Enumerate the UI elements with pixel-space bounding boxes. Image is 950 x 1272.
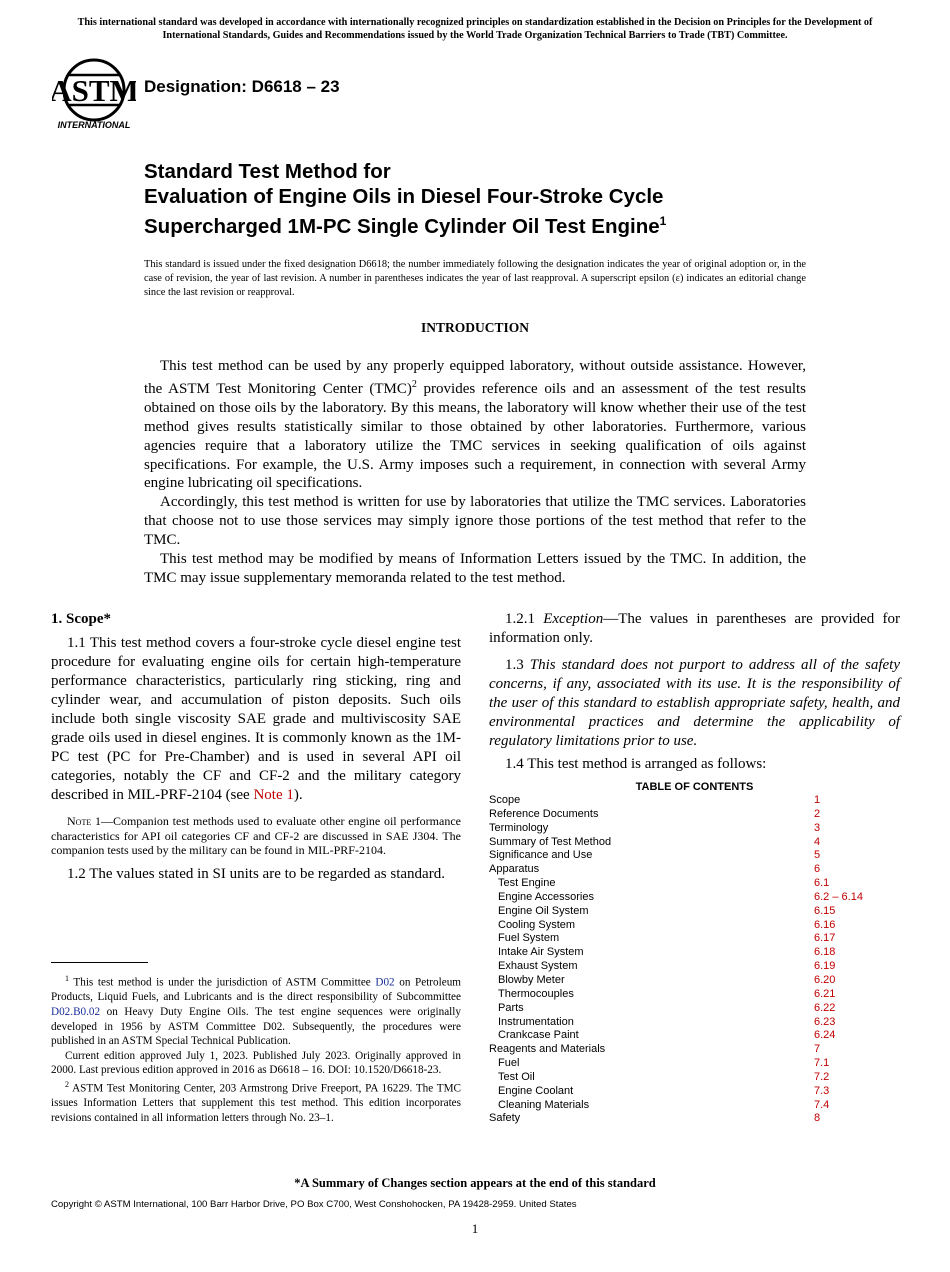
title-line-1: Standard Test Method for xyxy=(144,160,391,183)
toc-entry-label: Test Engine xyxy=(498,877,556,890)
introduction-body xyxy=(144,357,806,588)
intro-paragraph: Accordingly, this test method is written for use by laboratories that utilize the TMC services. Laboratories that choose not to use those services may simply ignore those portions of the test method that refer to the TMC. xyxy=(144,494,806,549)
toc-entry-label: Thermocouples xyxy=(498,987,574,1000)
toc-entry-label: Engine Coolant xyxy=(498,1084,574,1097)
table-of-contents xyxy=(489,794,900,1126)
toc-section-link[interactable]: 6.23 xyxy=(814,1015,836,1028)
committee-link[interactable]: D02 xyxy=(375,976,395,989)
toc-section-link[interactable]: 7.1 xyxy=(814,1057,830,1070)
toc-row xyxy=(489,1099,900,1113)
subcommittee-link[interactable]: D02.B0.02 xyxy=(51,1005,101,1018)
toc-section-link[interactable]: 6.21 xyxy=(814,987,836,1000)
toc-entry-label: Significance and Use xyxy=(489,849,593,862)
note-1-link[interactable]: Note 1 xyxy=(253,787,294,803)
section-1-1: 1.1 This test method covers a four-stroke cycle diesel engine test procedure for evaluating engine oils for certain high-temperature performance characteristics, particularly ring sticking, ring and cylinder wear, and accumulation of piston deposits. Such oils include both single viscosity SAE grade and multiviscosity SAE grade oils used in diesel engines. It is commonly known as the 1M-PC test (PC for Pre-Chamber) and is used in several API oil categories, notably the CF and CF-2 and the military category described in MIL-PRF-2104 (see Note 1). xyxy=(51,635,461,803)
toc-entry-label: Reference Documents xyxy=(489,807,599,820)
toc-section-link[interactable]: 7.4 xyxy=(814,1098,830,1111)
title-footnote-mark: 1 xyxy=(659,214,667,228)
toc-section-link[interactable]: 6.18 xyxy=(814,946,836,959)
toc-section-link[interactable]: 6 xyxy=(814,863,821,876)
toc-section-link[interactable]: 6.22 xyxy=(814,1001,836,1014)
footnote-2: $^2$ ASTM Test Monitoring Center, 203 Armstrong Drive Freeport, PA 16229. The TMC issues Information Letters that supplement this test method. This edition incorporates revisions contained in all information letters through No. 23–1. xyxy=(51,1079,461,1124)
toc-row xyxy=(489,905,900,919)
toc-section-link[interactable]: 6.24 xyxy=(814,1029,836,1042)
footnote-1: $^1$ This test method is under the jurisdiction of ASTM Committee D02 on Petroleum Products, Liquid Fuels, and Lubricants and is the direct responsibility of Subcommittee D02.B0.02 on Heavy Duty Engine Oils. The test engine sequences were originally developed in 1956 by ASTM Committee D02. Subsequently, the procedures were published in an ASTM Special Technical Publication. xyxy=(51,974,461,1048)
toc-row xyxy=(489,849,900,863)
toc-row xyxy=(489,794,900,808)
toc-row xyxy=(489,1029,900,1043)
toc-entry-label: Fuel System xyxy=(498,932,560,945)
toc-row xyxy=(489,877,900,891)
intro-paragraph: This test method can be used by any properly equipped laboratory, without outside assistance. However, the ASTM Test Monitoring Center (TMC)$^2$ provides reference oils and an assessment of the test results obtained on those oils by the laboratory. By this means, the laboratory will know whether their use of the test method gives results statistically similar to those obtained by other laboratories. Furthermore, various agencies require that a laboratory utilize the TMC services in seeking qualification of oils against specifications. For example, the U.S. Army imposes such a requirement, in connection with several Army engine lubricating oil specifications. xyxy=(144,358,807,492)
toc-section-link[interactable]: 4 xyxy=(814,835,821,848)
toc-row xyxy=(489,1043,900,1057)
toc-row xyxy=(489,822,900,836)
toc-row xyxy=(489,960,900,974)
note-1: Note 1—Companion test methods used to evaluate other engine oil performance characteristics for API oil categories CF and CF-2 are discussed in SAE J304. The companion tests used by the military can be found in MIL-PRF-2104. xyxy=(51,814,461,857)
toc-entry-label: Parts xyxy=(498,1001,524,1014)
toc-section-link[interactable]: 8 xyxy=(814,1112,821,1125)
footnotes xyxy=(51,972,461,1125)
toc-row xyxy=(489,808,900,822)
standard-issue-note: This standard is issued under the fixed designation D6618; the number immediately following the designation indicates the year of original adoption or, in the case of revision, the year of last revision. A number in parentheses indicates the year of last reapproval. A superscript epsilon (ε) indicates an editorial change since the last revision or reapproval. xyxy=(144,259,806,298)
toc-section-link[interactable]: 5 xyxy=(814,849,821,862)
footnote-edition: Current edition approved July 1, 2023. Published July 2023. Originally approved in 2000. Last previous edition approved in 2016 as D6618 – 16. DOI: 10.1520/D6618-23. xyxy=(51,1049,461,1077)
scope-heading: 1. Scope* xyxy=(51,611,111,627)
toc-entry-label: Crankcase Paint xyxy=(498,1029,579,1042)
toc-entry-label: Reagents and Materials xyxy=(489,1043,606,1056)
standards-notice: This international standard was developed in accordance with internationally recognized principles on standardization established in the Decision on Principles for the Development of International Standards, Guides and Recommendations issued by the World Trade Organization Technical Barriers to Trade (TBT) Committee. xyxy=(77,17,873,41)
section-1-2: 1.2 The values stated in SI units are to be regarded as standard. xyxy=(67,865,445,882)
toc-row xyxy=(489,946,900,960)
toc-entry-label: Summary of Test Method xyxy=(489,835,612,848)
section-1-3: 1.3 This standard does not purport to address all of the safety concerns, if any, associated with its use. It is the responsibility of the user of this standard to establish appropriate safety, health, and environmental practices and determine the applicability of regulatory limitations prior to use. xyxy=(489,657,900,749)
toc-entry-label: Terminology xyxy=(489,821,549,834)
astm-logo-icon xyxy=(52,56,136,132)
section-1-4: 1.4 This test method is arranged as follows: xyxy=(505,756,767,772)
toc-entry-label: Cleaning Materials xyxy=(498,1098,590,1111)
toc-section-link[interactable]: 2 xyxy=(814,807,821,820)
toc-row xyxy=(489,1057,900,1071)
copyright: Copyright © ASTM International, 100 Barr Harbor Drive, PO Box C700, West Conshohocken, PA 19428-2959. United States xyxy=(51,1199,577,1210)
toc-section-link[interactable]: 6.15 xyxy=(814,904,836,917)
toc-row xyxy=(489,1085,900,1099)
toc-entry-label: Blowby Meter xyxy=(498,973,565,986)
right-column xyxy=(489,610,900,774)
toc-section-link[interactable]: 6.17 xyxy=(814,932,836,945)
introduction-heading: INTRODUCTION xyxy=(420,320,529,335)
toc-section-link[interactable]: 7.2 xyxy=(814,1070,830,1083)
footnote-divider xyxy=(51,962,148,963)
summary-of-changes-note: *A Summary of Changes section appears at the end of this standard xyxy=(294,1176,656,1190)
toc-section-link[interactable]: 1 xyxy=(814,794,821,806)
title-line-3: Supercharged 1M-PC Single Cylinder Oil Test Engine xyxy=(144,214,660,238)
toc-entry-label: Apparatus xyxy=(489,863,540,876)
toc-row xyxy=(489,919,900,933)
toc-row xyxy=(489,974,900,988)
toc-section-link[interactable]: 6.2 – 6.14 xyxy=(814,890,863,903)
footnote-ref: 2 xyxy=(411,378,417,390)
title-line-2: Evaluation of Engine Oils in Diesel Four-Stroke Cycle xyxy=(144,185,664,208)
toc-entry-label: Engine Oil System xyxy=(498,904,589,917)
intro-paragraph: This test method may be modified by means of Information Letters issued by the TMC. In addition, the TMC may issue supplementary memoranda related to the test method. xyxy=(144,551,806,586)
toc-entry-label: Scope xyxy=(489,794,521,806)
toc-section-link[interactable]: 3 xyxy=(814,821,821,834)
logo-subtext: INTERNATIONAL xyxy=(57,120,131,130)
page-number: 1 xyxy=(471,1221,479,1236)
toc-section-link[interactable]: 6.20 xyxy=(814,973,836,986)
toc-entry-label: Safety xyxy=(489,1112,521,1125)
toc-entry-label: Exhaust System xyxy=(498,960,578,973)
toc-section-link[interactable]: 7 xyxy=(814,1043,821,1056)
toc-row xyxy=(489,1002,900,1016)
toc-row xyxy=(489,863,900,877)
toc-entry-label: Fuel xyxy=(498,1057,520,1070)
document-title xyxy=(144,159,666,239)
toc-entry-label: Engine Accessories xyxy=(498,890,594,903)
toc-row xyxy=(489,1112,900,1126)
left-column xyxy=(51,610,461,884)
toc-section-link[interactable]: 6.19 xyxy=(814,960,836,973)
toc-row xyxy=(489,988,900,1002)
toc-entry-label: Test Oil xyxy=(498,1070,535,1083)
toc-row xyxy=(489,1016,900,1030)
toc-entry-label: Intake Air System xyxy=(498,946,584,959)
toc-section-link[interactable]: 6.1 xyxy=(814,877,830,890)
toc-heading: TABLE OF CONTENTS xyxy=(635,781,754,793)
toc-section-link[interactable]: 6.16 xyxy=(814,918,836,931)
toc-entry-label: Instrumentation xyxy=(498,1015,574,1028)
designation: Designation: D6618 – 23 xyxy=(144,77,340,96)
toc-row xyxy=(489,1071,900,1085)
toc-row xyxy=(489,932,900,946)
toc-row xyxy=(489,836,900,850)
logo-text: ASTM xyxy=(52,73,136,108)
toc-entry-label: Cooling System xyxy=(498,918,576,931)
toc-section-link[interactable]: 7.3 xyxy=(814,1084,830,1097)
toc-row xyxy=(489,891,900,905)
section-1-2-1: 1.2.1 Exception—The values in parentheses are provided for information only. xyxy=(489,611,900,646)
